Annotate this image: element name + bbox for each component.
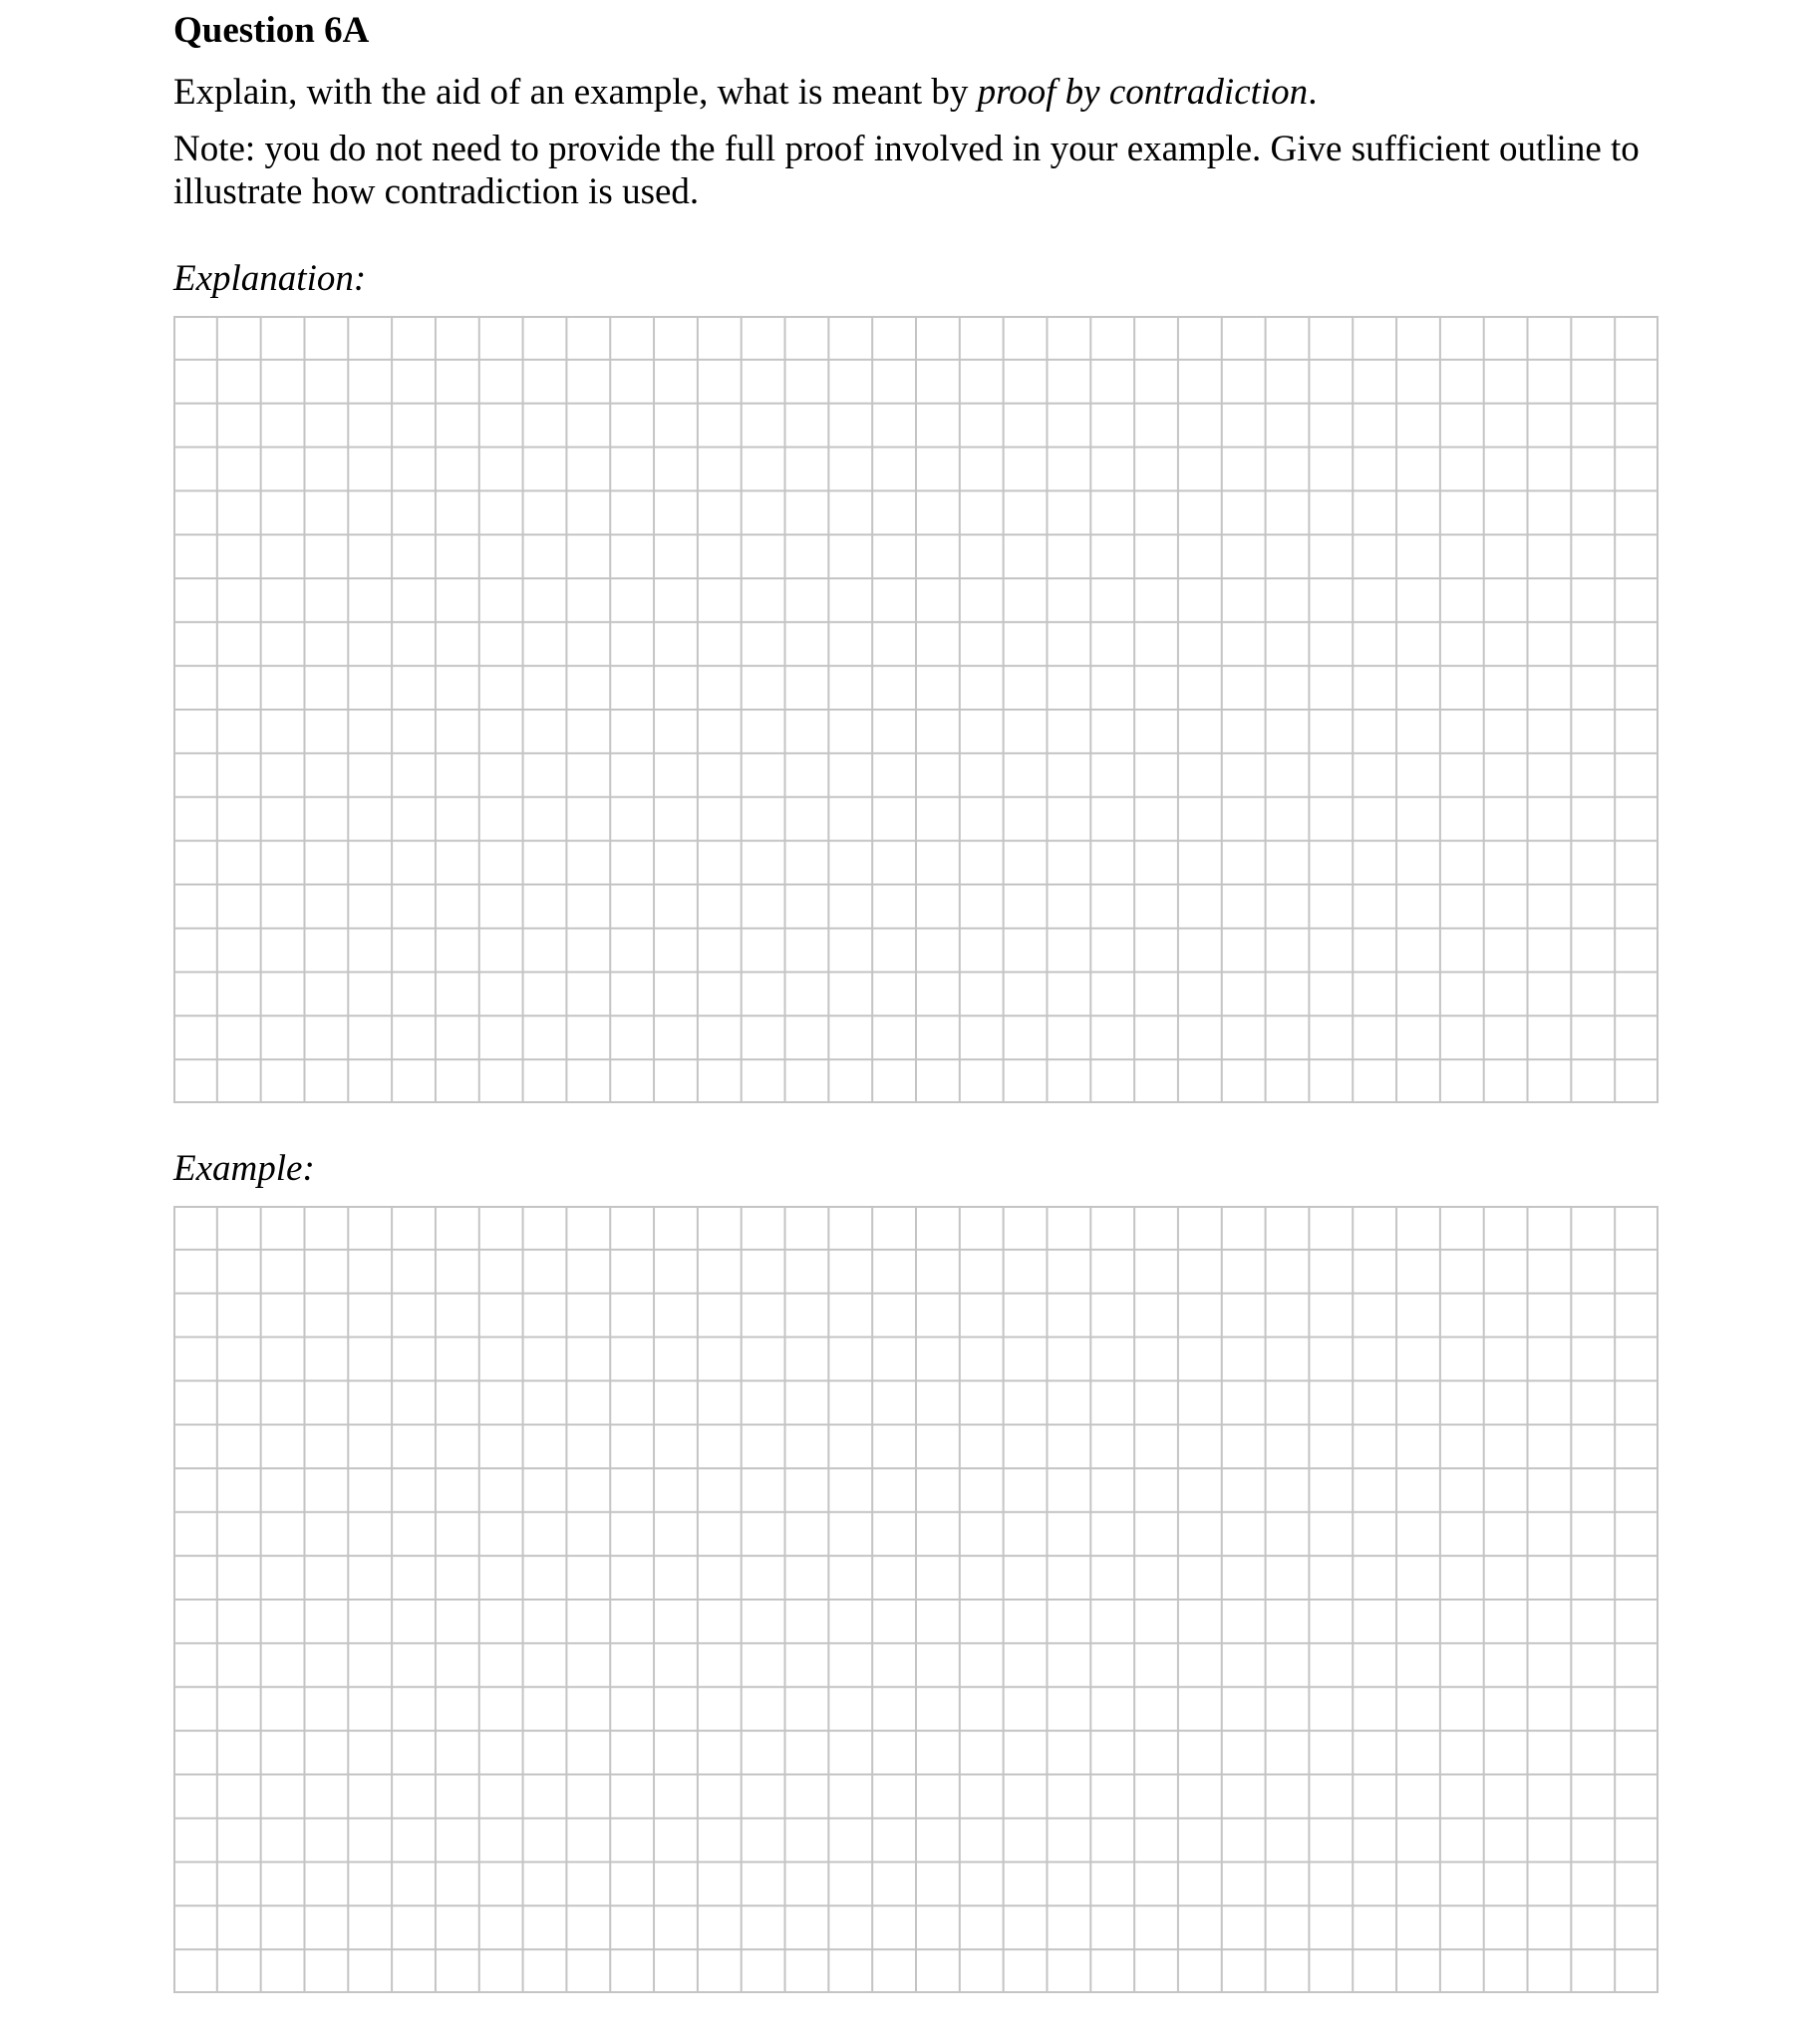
explanation-label: Explanation:	[173, 258, 367, 299]
question-prompt-text: Explain, with the aid of an example, what is meant by	[173, 72, 978, 113]
example-answer-grid[interactable]	[173, 1206, 1659, 1993]
question-prompt-italic: proof by contradiction	[977, 72, 1309, 113]
note-line-1: Note: you do not need to provide the full proof involved in your example. Give sufficient outline to	[173, 129, 1640, 169]
explanation-answer-grid[interactable]	[173, 316, 1659, 1103]
note-line-2: illustrate how contradiction is used.	[173, 171, 700, 212]
question-prompt	[173, 68, 1317, 118]
question-title: Question 6A	[173, 10, 370, 51]
example-label: Example:	[173, 1148, 315, 1189]
question-note	[173, 128, 1668, 213]
question-prompt-end: .	[1308, 72, 1318, 113]
